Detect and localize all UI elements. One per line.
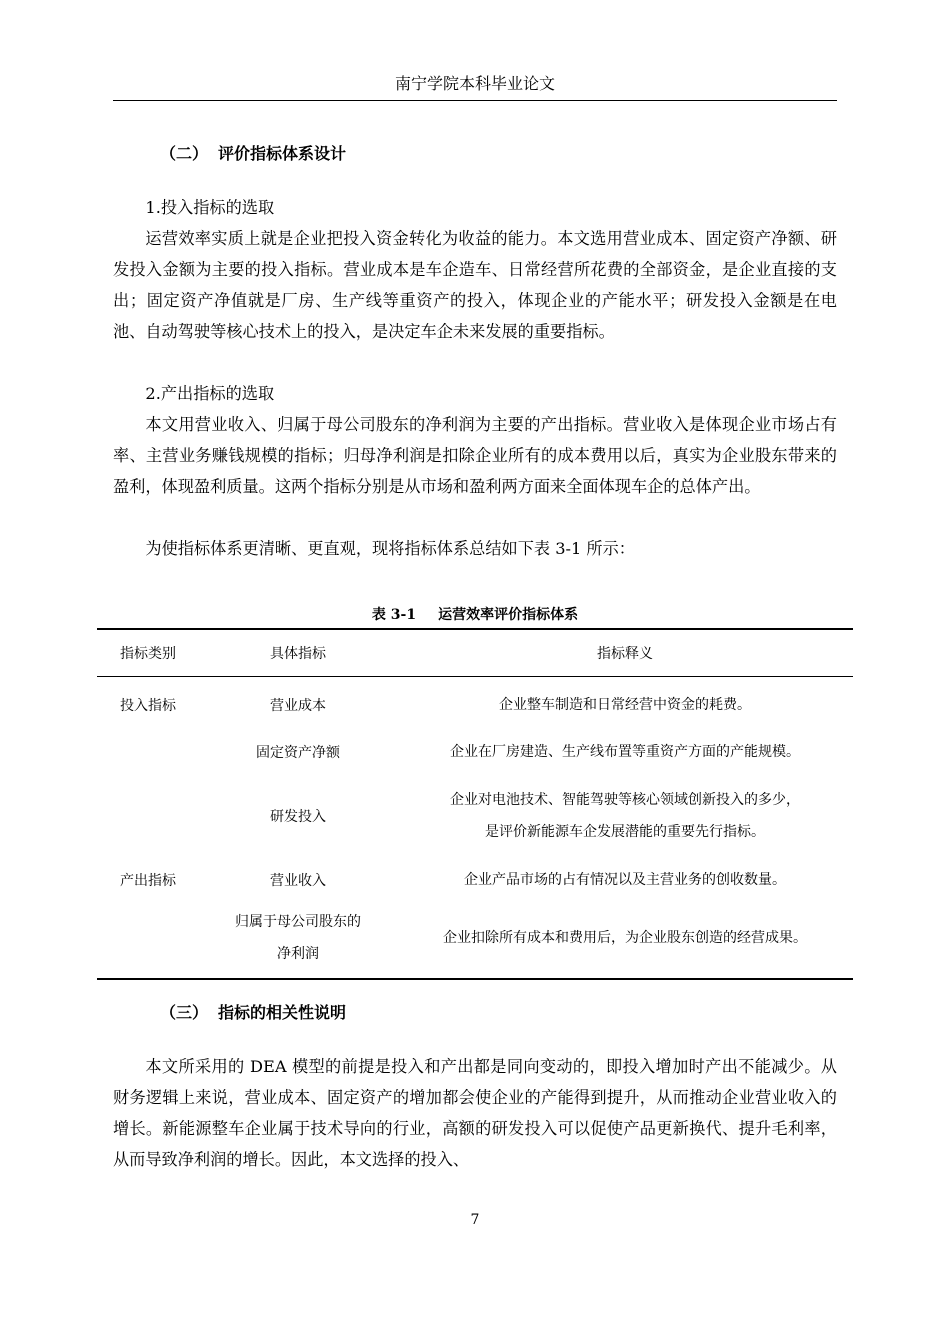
category-cell: 投入指标 <box>120 697 176 714</box>
category-cell <box>97 899 199 979</box>
description-line: 企业整车制造和日常经营中资金的耗费。 <box>499 696 751 713</box>
indicator-cell: 营业成本 <box>270 697 326 714</box>
category-cell: 产出指标 <box>120 872 176 889</box>
subsection-title: 1.投入指标的选取 <box>145 198 275 217</box>
section-title: 指标的相关性说明 <box>218 1003 347 1022</box>
table-row <box>97 733 853 771</box>
indicator-cell: 营业收入 <box>270 872 326 889</box>
table-row <box>97 861 853 899</box>
table-caption-title: 运营效率评价指标体系 <box>438 607 579 623</box>
section-heading <box>160 142 346 166</box>
body-paragraph: 本文用营业收入、归属于母公司股东的净利润为主要的产出指标。营业收入是体现企业市场占有率、主营业务赚钱规模的指标；归母净利润是扣除企业所有的成本费用以后，真实为企业股东带来的盈利，体现盈利质量。这两个指标分别是从市场和盈利两方面来全面体现车企的总体产出。 <box>113 415 837 496</box>
header-indicator: 具体指标 <box>270 646 326 662</box>
table-caption <box>0 604 950 626</box>
table-row <box>97 899 853 979</box>
body-paragraph: 运营效率实质上就是企业把投入资金转化为收益的能力。本文选用营业成本、固定资产净额、研发投入金额为主要的投入指标。营业成本是车企造车、日常经营所花费的全部资金，是企业直接的支出；固定资产净值就是厂房、生产线等重资产的投入，体现企业的产能水平；研发投入金额是在电池、自动驾驶等核心技术上的投入，是决定车企未来发展的重要指标。 <box>113 229 837 341</box>
table-row <box>97 771 853 861</box>
indicator-cell: 固定资产净额 <box>256 744 340 761</box>
header-description: 指标释义 <box>597 646 653 662</box>
description-cell <box>397 733 853 771</box>
indicator-cell <box>199 899 397 979</box>
indicator-line: 净利润 <box>277 946 319 962</box>
section-title: 评价指标体系设计 <box>218 144 347 163</box>
table-caption-number: 表 3-1 <box>371 607 417 623</box>
page-number: 7 <box>470 1212 480 1228</box>
body-paragraph: 为使指标体系更清晰、更直观，现将指标体系总结如下表 3-1 所示： <box>145 539 635 558</box>
table-header-row <box>97 629 853 677</box>
description-line: 企业对电池技术、智能驾驶等核心领域创新投入的多少， <box>450 791 800 808</box>
indicator-line: 归属于母公司股东的 <box>235 914 361 930</box>
description-cell <box>397 861 853 899</box>
table-row <box>97 677 853 733</box>
section-heading <box>160 1001 346 1025</box>
category-cell <box>97 733 199 771</box>
header-rule <box>113 100 837 101</box>
section-number: （二） <box>160 144 209 163</box>
running-header: 南宁学院本科毕业论文 <box>394 74 555 93</box>
description-cell <box>397 899 853 979</box>
description-line: 企业产品市场的占有情况以及主营业务的创收数量。 <box>464 871 786 888</box>
description-line: 企业在厂房建造、生产线布置等重资产方面的产能规模。 <box>450 743 800 760</box>
subsection-title: 2.产出指标的选取 <box>145 384 275 403</box>
description-cell <box>397 677 853 733</box>
description-line: 是评价新能源车企发展潜能的重要先行指标。 <box>485 823 765 840</box>
category-cell <box>97 771 199 861</box>
indicator-table <box>97 628 853 980</box>
body-paragraph: 本文所采用的 DEA 模型的前提是投入和产出都是同向变动的，即投入增加时产出不能减少。从财务逻辑上来说，营业成本、固定资产的增加都会使企业的产能得到提升，从而推动企业营业收入的增长。新能源整车企业属于技术导向的行业，高额的研发投入可以促使产品更新换代、提升毛利率，从而导致净利润的增长。因此，本文选择的投入、 <box>113 1057 837 1169</box>
description-line: 企业扣除所有成本和费用后，为企业股东创造的经营成果。 <box>443 930 807 946</box>
description-cell <box>397 771 853 861</box>
section-number: （三） <box>160 1003 209 1022</box>
header-category: 指标类别 <box>120 646 176 662</box>
indicator-cell: 研发投入 <box>270 808 326 825</box>
